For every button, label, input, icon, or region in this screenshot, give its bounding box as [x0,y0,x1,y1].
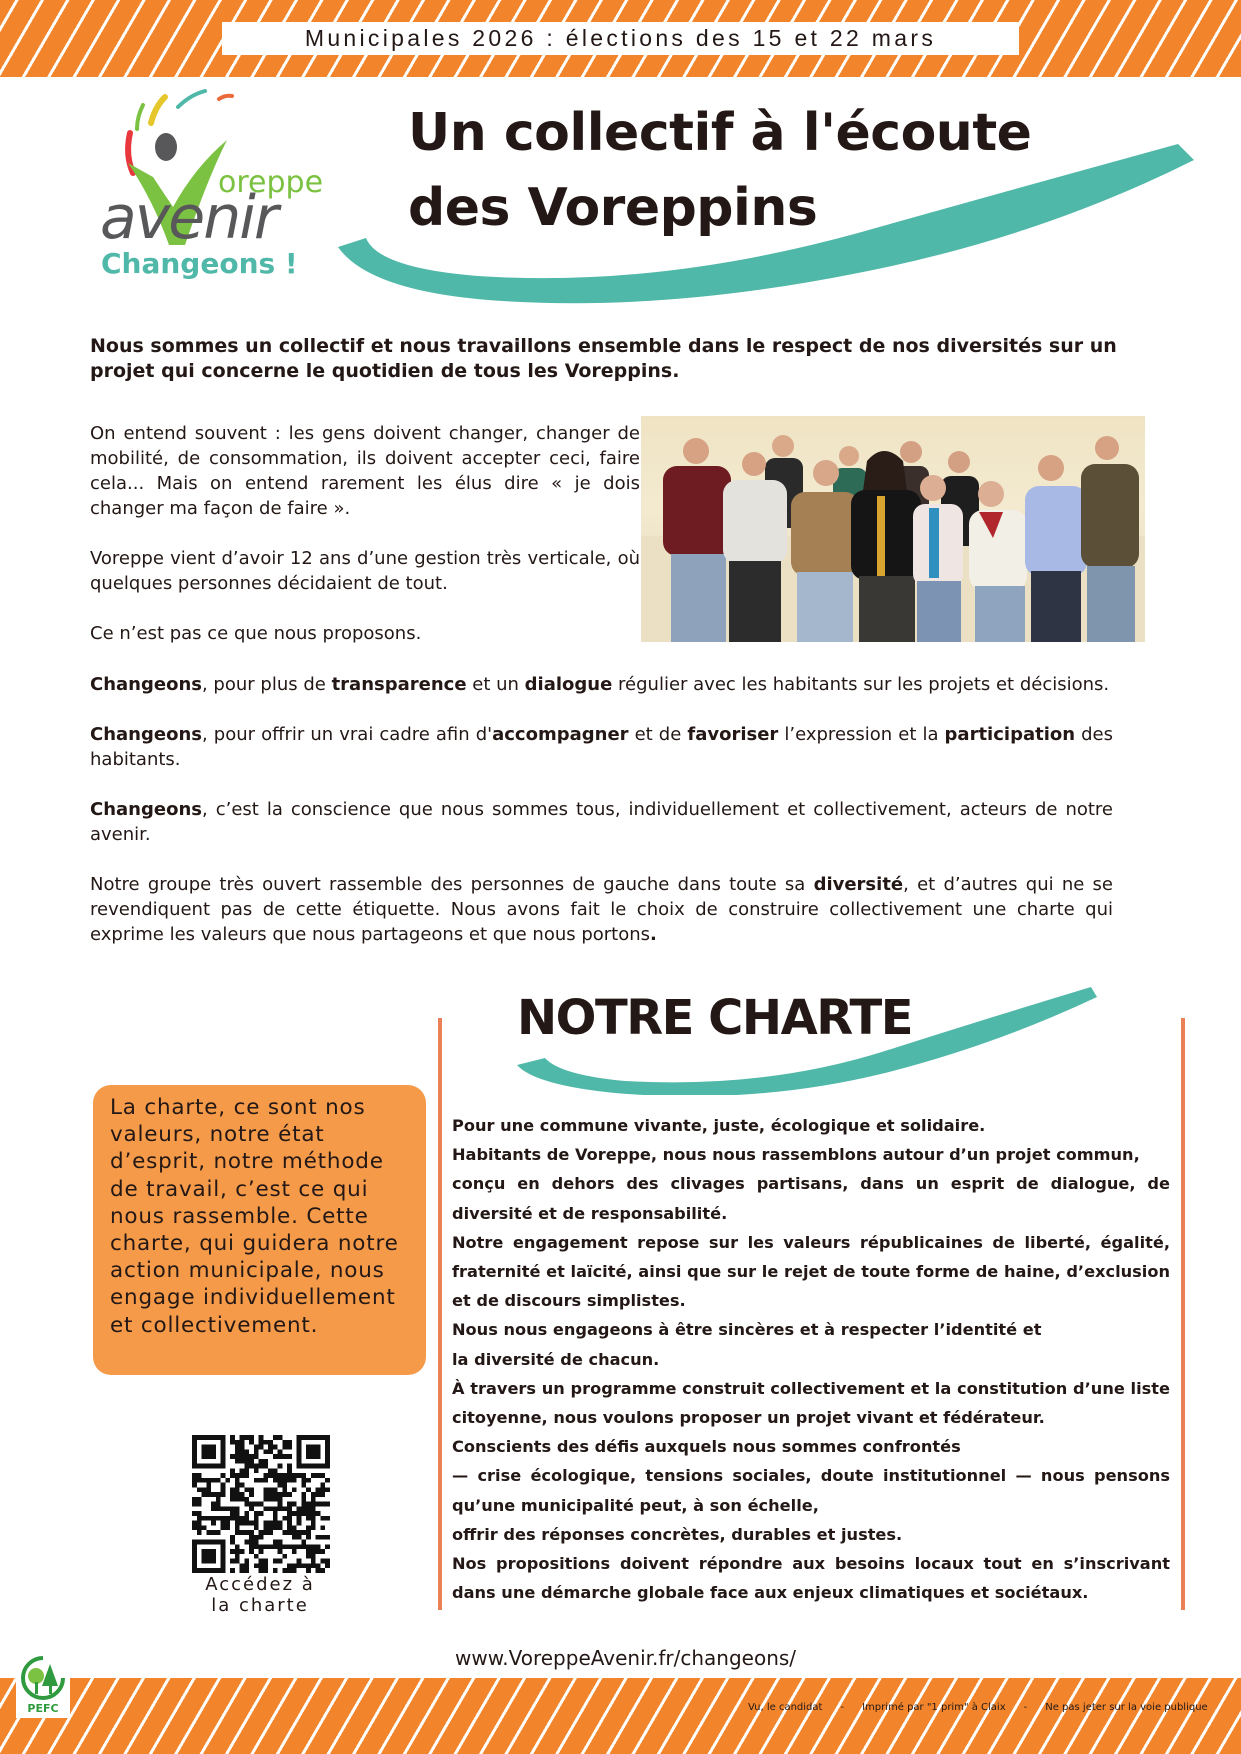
pefc-tree-icon [16,1654,70,1718]
charte-summary-box: La charte, ce sont nos valeurs, notre état d’esprit, notre méthode de travail, c’est ce qui nous rassemble. Cette charte, qui guidera notre action municipale, nous engage individuellement et collectivement. [93,1085,426,1375]
person-front-row [663,436,1139,642]
voreppe-avenir-logo [95,85,330,290]
charte-line: conçu en dehors des clivages partisans, dans un esprit de dialogue, de diversité et de responsabilité. [452,1174,1170,1223]
charte-line: Habitants de Voreppe, nous nous rassemblons autour d’un projet commun, [452,1145,1140,1165]
changeons-section [90,672,1113,972]
title-line-2: des Voreppins [408,178,818,238]
qr-label-line-2: la charte [211,1595,309,1616]
keyword: diversité [813,874,904,895]
pefc-label: PEFC [27,1702,59,1715]
text: , pour offrir un vrai cadre afin d' [201,724,493,745]
charte-line: Nos propositions doivent répondre aux besoins locaux tout en s’inscrivant dans une démarche globale face aux enjeux climatiques et sociétaux. [452,1554,1170,1603]
legal-printer: Imprimé par "1 prim" à Claix [862,1702,1006,1713]
charte-title: NOTRE CHARTE [517,990,913,1046]
charte-body [452,1111,1170,1607]
legal-candidate: Vu, le candidat [748,1702,823,1713]
text: l’expression et la [778,724,945,745]
charte-line: offrir des réponses concrètes, durables et justes. [452,1524,903,1544]
text: , c’est la conscience que nous sommes tous, individuellement et collectivement, acteurs de notre avenir. [90,799,1113,845]
charte-line: À travers un programme construit collectivement et la constitution d’une liste citoyenne, nous voulons proposer un projet vivant et fédérateur. [452,1378,1170,1428]
changeons-paragraph-2 [90,722,1113,772]
intro-section [90,421,640,646]
text: , pour plus de [201,674,332,695]
charte-line: Conscients des défis auxquels nous sommes confrontés [452,1437,961,1457]
keyword: dialogue [524,674,613,695]
website-link[interactable]: www.VoreppeAvenir.fr/changeons/ [455,1646,797,1670]
bottom-striped-band [0,1678,1241,1754]
text: Notre groupe très ouvert rassemble des personnes de gauche dans toute sa [90,874,814,895]
charte-line: — crise écologique, tensions sociales, doute institutionnel — nous pensons qu’une municipalité peut, à son échelle, [452,1466,1170,1515]
qr-code-label [170,1574,350,1616]
legal-mentions [748,1702,1208,1713]
legal-disposal: Ne pas jeter sur la voie publique [1045,1702,1208,1713]
charte-left-border [438,1018,442,1610]
changeons-paragraph-1 [90,672,1113,697]
keyword: Changeons [90,674,202,695]
keyword: participation [944,724,1076,745]
intro-paragraph-3: Ce n’est pas ce que nous proposons. [90,623,422,644]
group-people-image [641,416,1145,642]
lead-paragraph: Nous sommes un collectif et nous travaillons ensemble dans le respect de nos diversités sur un projet qui concerne le quotidien de tous les Voreppins. [90,335,1117,382]
charte-line: la diversité de chacun. [452,1349,660,1369]
keyword: Changeons [90,799,202,820]
intro-paragraph-1: On entend souvent : les gens doivent changer, changer de mobilité, de consommation, ils doivent accepter ceci, faire cela... Mais on entend rarement les élus dire « je dois changer ma façon de faire ». [90,423,640,519]
group-paragraph [90,872,1113,947]
text: et un [466,674,525,695]
qr-label-line-1: Accédez à [205,1574,315,1595]
keyword: Changeons [90,724,202,745]
text: régulier avec les habitants sur les projets et décisions. [612,674,1110,695]
team-group-photo [641,416,1145,642]
text: , et d’autres qui ne se revendiquent pas de cette étiquette. Nous avons fait le choix de construire collectivement une charte qui exprime les valeurs que nous partageons et que nous portons [90,874,1114,945]
legal-separator: - [1023,1702,1028,1713]
text: et de [628,724,688,745]
charte-line: Notre engagement repose sur les valeurs républicaines de liberté, égalité, fraternité et laïcité, ainsi que sur le rejet de toute forme de haine, d’exclusion et de discours simplistes. [452,1232,1170,1311]
keyword: . [650,924,657,945]
logo-avenir-text: avenir [100,183,277,253]
charte-line: Nous nous engageons à être sincères et à respecter l’identité et [452,1320,1042,1340]
changeons-paragraph-3 [90,797,1113,847]
legal-separator: - [840,1702,845,1713]
logo-voreppe-text: oreppe [218,165,324,200]
logo-tagline: Changeons ! [101,247,298,280]
page-title [408,96,1108,246]
charte-line: Pour une commune vivante, juste, écologique et solidaire. [452,1116,986,1135]
title-line-1: Un collectif à l'écoute [408,103,1032,163]
keyword: accompagner [492,724,629,745]
election-banner: Municipales 2026 : élections des 15 et 22 mars [222,22,1019,55]
keyword: transparence [331,674,467,695]
pefc-logo [16,1654,70,1718]
keyword: favoriser [687,724,779,745]
intro-paragraph-2: Voreppe vient d’avoir 12 ans d’une gestion très verticale, où quelques personnes décidaient de tout. [90,548,640,594]
text: des habitants. [90,724,1114,770]
qr-code-icon[interactable] [192,1435,330,1573]
charte-right-border [1181,1018,1185,1610]
